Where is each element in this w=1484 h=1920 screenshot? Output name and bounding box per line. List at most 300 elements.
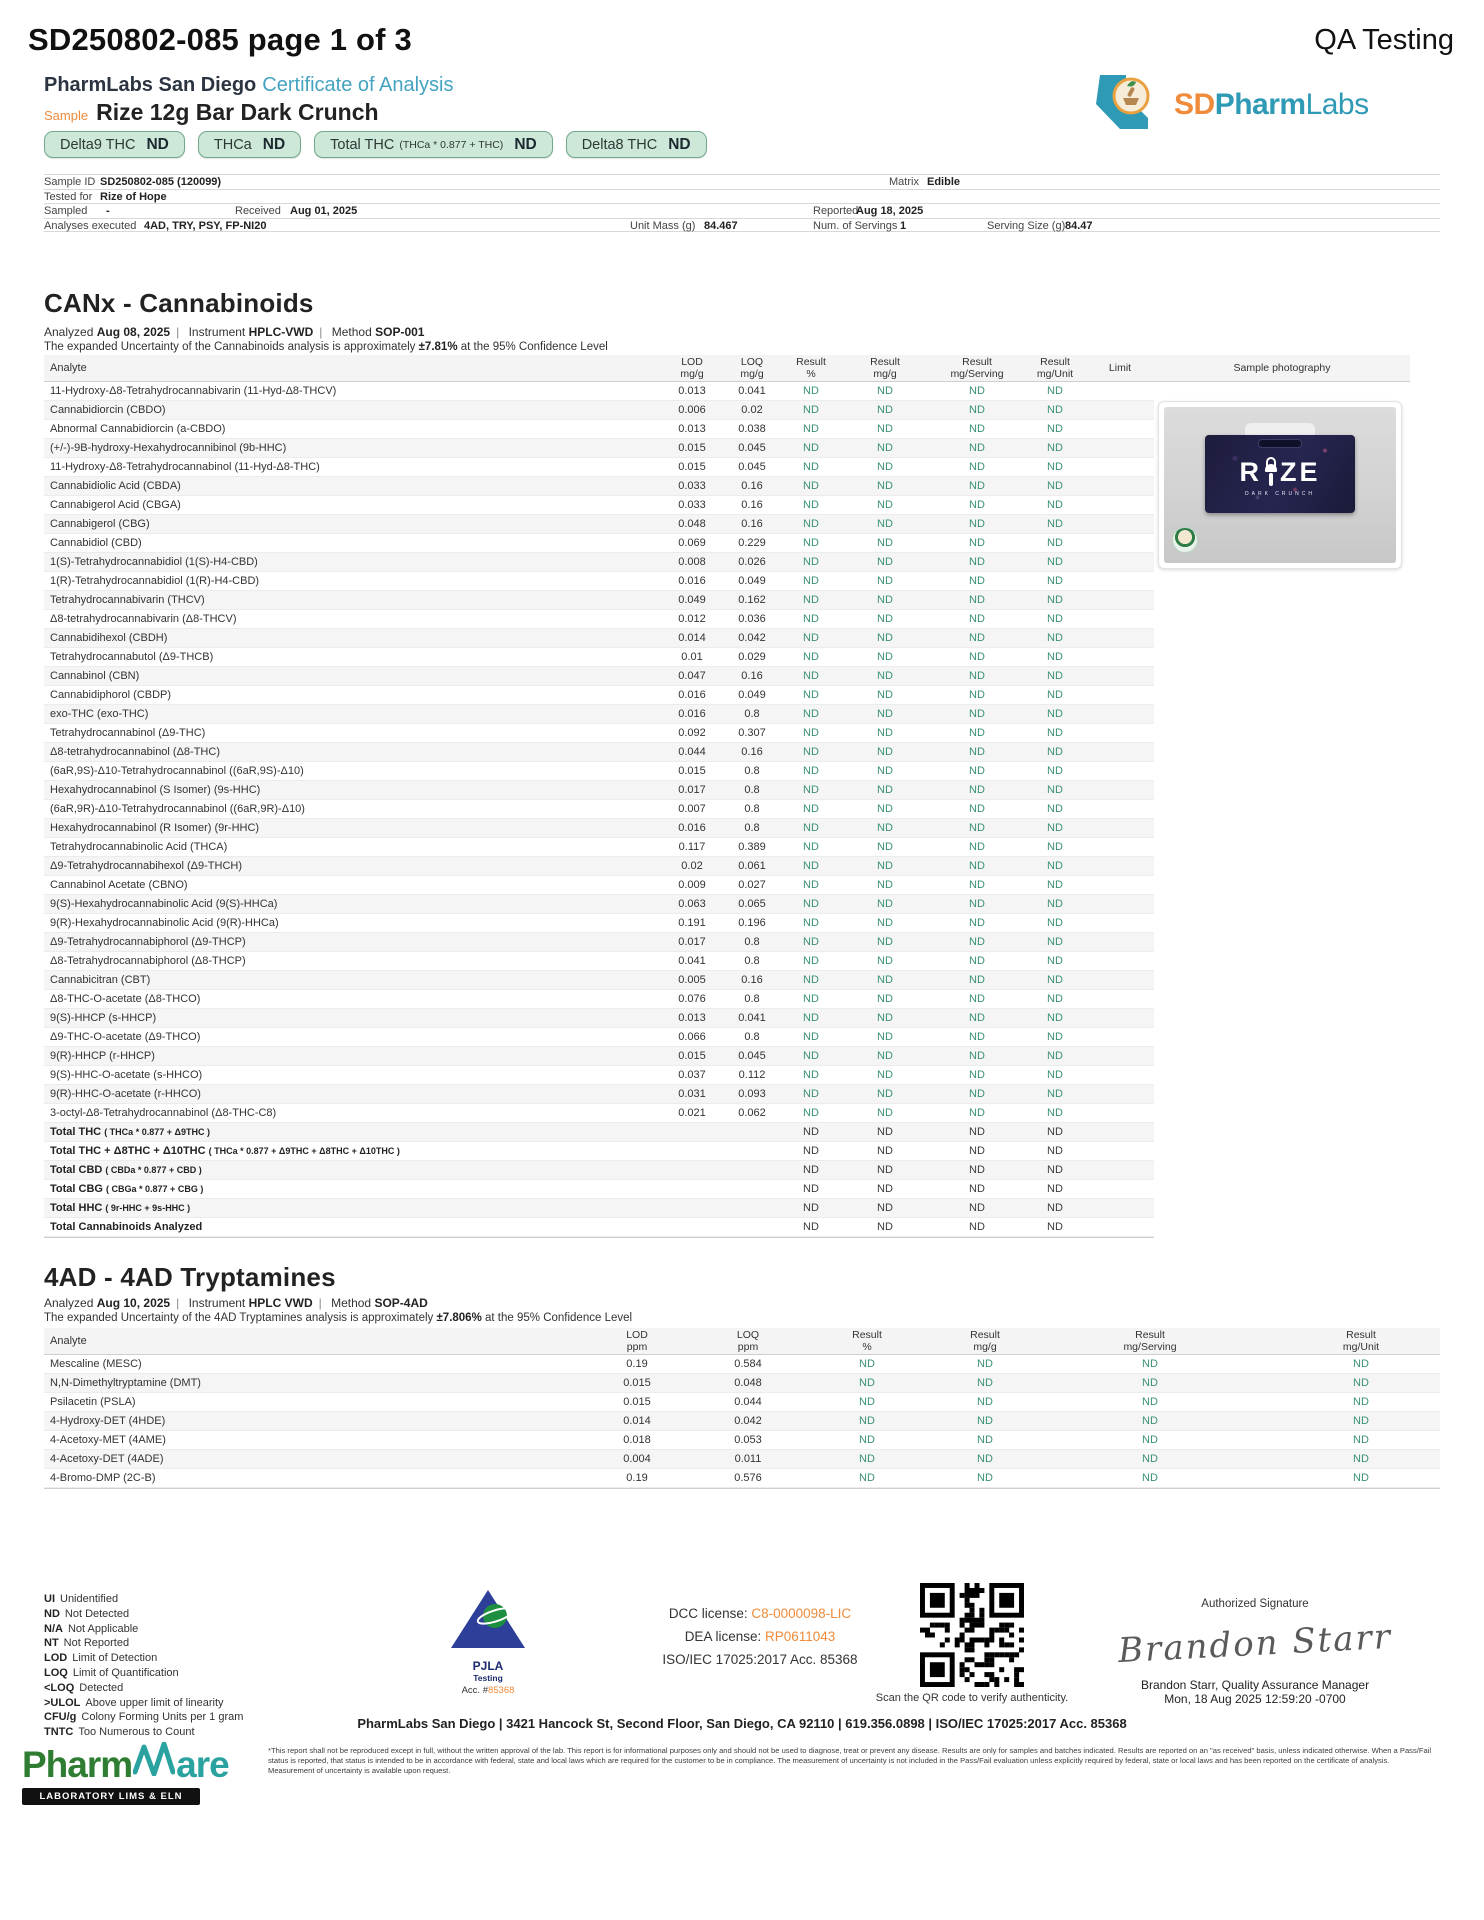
qa-testing-label: QA Testing: [1314, 24, 1454, 56]
result-serving-cell: ND: [969, 993, 985, 1005]
result-pct-cell: ND: [859, 1453, 875, 1465]
loq-cell: 0.027: [738, 879, 766, 891]
lab-line: [44, 74, 453, 97]
loq-cell: 0.02: [741, 404, 763, 416]
analyte-row: [44, 705, 1154, 724]
result-serving-cell: ND: [969, 860, 985, 872]
lod-cell: [662, 1199, 722, 1218]
loq-cell: 0.049: [738, 575, 766, 587]
limit-cell: [1086, 401, 1154, 420]
result-serving-cell: ND: [969, 841, 985, 853]
analyte-row: [44, 420, 1154, 439]
analyte-row: [44, 990, 1154, 1009]
badge-label: THCa: [213, 136, 252, 153]
limit-cell: [1086, 857, 1154, 876]
result-serving-cell: ND: [969, 765, 985, 777]
dcc-license-value: C8-0000098-LIC: [751, 1606, 852, 1621]
loq-cell: 0.16: [741, 746, 763, 758]
result-unit-cell: ND: [1047, 480, 1063, 492]
signature-script: Brandon Starr: [1117, 1616, 1393, 1672]
analyte-row: [44, 1009, 1154, 1028]
loq-cell: 0.038: [738, 423, 766, 435]
analyte-name-cell: 9(S)-HHCP (s-HHCP): [50, 1012, 157, 1024]
analyte-row: [44, 1123, 1154, 1142]
tested-for-label: Tested for: [44, 190, 93, 203]
badge-thca: [198, 131, 301, 158]
result-mgg-cell: ND: [877, 651, 893, 663]
badge-delta8-thc: [566, 131, 707, 158]
analyzed-label: Analyzed: [44, 325, 94, 339]
analyte-name-cell: Mescaline (MESC): [50, 1358, 142, 1370]
result-serving-cell: ND: [969, 1164, 985, 1176]
loq-cell: 0.093: [738, 1088, 766, 1100]
brand-letters-ze: ZE: [1279, 457, 1321, 487]
instrument-label: Instrument: [188, 1296, 246, 1310]
analyte-row: [44, 952, 1154, 971]
col-limit: Limit: [1108, 362, 1132, 374]
legend-line: N/A Not Applicable: [44, 1622, 139, 1635]
result-serving-cell: ND: [969, 651, 985, 663]
analyte-name-cell: Cannabidihexol (CBDH): [50, 632, 168, 644]
brand-letter-r: R: [1239, 457, 1262, 487]
result-pct-cell: ND: [803, 1031, 819, 1043]
analyte-name-cell: Total Cannabinoids Analyzed: [50, 1221, 203, 1233]
result-pct-cell: ND: [803, 822, 819, 834]
servings-value: 1: [900, 219, 907, 232]
disclaimer-text: *This report shall not be reproduced except in full, without the written approval of the lab. This report is for informational purposes only and should not be used to diagnose, treat or prevent any disease. Results are only for samples and batches indicated. Results are reported on an "as received" basis, unless indicated otherwise. When a Pass/Fail status is reported, that status is intended to be in accordance with federal, state and local laws which are required for the customer to be in compliance. The measurement of uncertainty is not included in the Pass/Fail evaluation unless explicitly required by federal, state or local laws and has been reported on the certificate of analysis. Measurement of uncertainty is available upon request.: [268, 1746, 1432, 1776]
analyte-name-cell: 1(S)-Tetrahydrocannabidiol (1(S)-H4-CBD): [50, 556, 258, 568]
col-result-mgg: Result mg/g: [970, 1329, 1000, 1353]
result-unit-cell: ND: [1353, 1434, 1369, 1446]
result-pct-cell: ND: [803, 480, 819, 492]
result-unit-cell: ND: [1047, 518, 1063, 530]
analyte-name-cell: Δ8-tetrahydrocannabivarin (Δ8-THCV): [50, 613, 237, 625]
result-unit-cell: ND: [1047, 1012, 1063, 1024]
lod-cell: 0.01: [681, 651, 703, 663]
lod-cell: 0.063: [678, 898, 706, 910]
lod-cell: 0.017: [678, 784, 706, 796]
result-serving-cell: ND: [969, 594, 985, 606]
result-mgg-cell: ND: [877, 879, 893, 891]
analyte-name-cell: Cannabidiol (CBD): [50, 537, 142, 549]
result-unit-cell: ND: [1047, 499, 1063, 511]
matrix-label: Matrix: [889, 176, 919, 188]
result-mgg-cell: ND: [977, 1434, 993, 1446]
result-mgg-cell: ND: [877, 480, 893, 492]
badge-formula: (THCa * 0.877 + THC): [399, 138, 504, 151]
lod-cell: 0.033: [678, 480, 706, 492]
pjla-name: PJLA: [472, 1659, 504, 1673]
loq-cell: 0.029: [738, 651, 766, 663]
result-unit-cell: ND: [1047, 1183, 1063, 1195]
analyte-row: [44, 1469, 1440, 1488]
legend-line: <LOQ Detected: [44, 1681, 124, 1694]
result-mgg-cell: ND: [877, 670, 893, 682]
result-mgg-cell: ND: [877, 784, 893, 796]
unit-mass-label: Unit Mass (g): [630, 219, 696, 232]
result-pct-cell: ND: [803, 936, 819, 948]
lod-cell: 0.015: [623, 1377, 651, 1389]
result-serving-cell: ND: [969, 518, 985, 530]
analyte-row: [44, 629, 1154, 648]
limit-cell: [1086, 1009, 1154, 1028]
col-result-unit: Result mg/Unit: [1036, 356, 1074, 380]
result-mgg-cell: ND: [877, 1145, 893, 1157]
uncertainty-value: ±7.81%: [418, 341, 458, 353]
tryptamines-table-endline: [44, 1488, 1440, 1489]
iso-line: ISO/IEC 17025:2017 Acc. 85368: [662, 1652, 858, 1667]
result-serving-cell: ND: [1142, 1358, 1158, 1370]
analyte-row: [44, 401, 1154, 420]
limit-cell: [1086, 705, 1154, 724]
result-serving-cell: ND: [969, 974, 985, 986]
analyte-name-cell: Cannabinol (CBN): [50, 670, 140, 682]
result-serving-cell: ND: [969, 670, 985, 682]
signature-timestamp: Mon, 18 Aug 2025 12:59:20 -0700: [1164, 1692, 1346, 1706]
analyses-label: Analyses executed: [44, 219, 137, 232]
result-serving-cell: ND: [969, 689, 985, 701]
limit-cell: [1086, 819, 1154, 838]
result-unit-cell: ND: [1047, 632, 1063, 644]
mushroom-icon: [1265, 464, 1277, 488]
analyte-row: [44, 591, 1154, 610]
analyte-name-cell: Δ8-tetrahydrocannabinol (Δ8-THC): [50, 746, 220, 758]
unit-mass-value: 84.467: [704, 219, 738, 232]
lab-address-line: PharmLabs San Diego | 3421 Hancock St, Second Floor, San Diego, CA 92110 | 619.356.0898 | ISO/IEC 17025:2017 Acc. 85368: [357, 1716, 1127, 1731]
result-pct-cell: ND: [803, 689, 819, 701]
analyzed-label: Analyzed: [44, 1296, 94, 1310]
analyte-row: [44, 648, 1154, 667]
result-serving-cell: ND: [969, 1069, 985, 1081]
sampled-label: Sampled: [44, 205, 88, 218]
result-mgg-cell: ND: [877, 993, 893, 1005]
result-pct-cell: ND: [803, 860, 819, 872]
limit-cell: [1086, 1104, 1154, 1123]
sample-id-label: Sample ID: [44, 176, 96, 188]
limit-cell: [1086, 496, 1154, 515]
analyte-name-cell: 9(R)-HHCP (r-HHCP): [50, 1050, 155, 1062]
result-unit-cell: ND: [1353, 1472, 1369, 1484]
analyte-row: [44, 1218, 1154, 1237]
lod-cell: 0.015: [678, 1050, 706, 1062]
analyzed-value: Aug 10, 2025: [96, 1296, 171, 1310]
analyzed-value: Aug 08, 2025: [96, 325, 171, 339]
result-mgg-cell: ND: [877, 822, 893, 834]
result-unit-cell: ND: [1047, 385, 1063, 397]
limit-cell: [1086, 762, 1154, 781]
result-serving-cell: ND: [969, 936, 985, 948]
result-serving-cell: ND: [969, 1145, 985, 1157]
result-mgg-cell: ND: [977, 1415, 993, 1427]
analyses-value: 4AD, TRY, PSY, FP-NI20: [144, 219, 267, 232]
result-unit-cell: ND: [1047, 784, 1063, 796]
servings-label: Num. of Servings: [813, 219, 898, 232]
result-pct-cell: ND: [803, 1012, 819, 1024]
analyte-row: [44, 1412, 1440, 1431]
col-loq: LOQ mg/g: [740, 356, 764, 380]
analyte-row: [44, 857, 1154, 876]
result-mgg-cell: ND: [877, 1164, 893, 1176]
analyte-name-cell: Hexahydrocannabinol (S Isomer) (9s-HHC): [50, 784, 261, 796]
result-pct-cell: ND: [803, 841, 819, 853]
limit-cell: [1086, 1028, 1154, 1047]
result-mgg-cell: ND: [977, 1396, 993, 1408]
lod-cell: 0.008: [678, 556, 706, 568]
tested-for-value: Rize of Hope: [100, 190, 167, 203]
result-unit-cell: ND: [1047, 689, 1063, 701]
analyte-row: [44, 800, 1154, 819]
lod-cell: [662, 1161, 722, 1180]
limit-cell: [1086, 876, 1154, 895]
analyte-row: [44, 572, 1154, 591]
result-serving-cell: ND: [969, 1031, 985, 1043]
lod-cell: 0.066: [678, 1031, 706, 1043]
limit-cell: [1086, 1199, 1154, 1218]
loq-cell: [722, 1218, 782, 1237]
result-unit-cell: ND: [1047, 1050, 1063, 1062]
badge-value: ND: [668, 135, 691, 153]
result-mgg-cell: ND: [877, 1202, 893, 1214]
result-pct-cell: ND: [803, 404, 819, 416]
badge-delta9-thc: [44, 131, 185, 158]
result-unit-cell: ND: [1047, 1221, 1063, 1233]
package-tagline: DARK CRUNCH: [1245, 491, 1315, 497]
legend-line: CFU/g Colony Forming Units per 1 gram: [44, 1711, 244, 1724]
california-mortar-icon: [1086, 72, 1166, 137]
brand-pharm: Pharm: [1214, 87, 1306, 121]
result-serving-cell: ND: [969, 537, 985, 549]
result-pct-cell: ND: [803, 1221, 819, 1233]
lod-cell: 0.049: [678, 594, 706, 606]
uncertainty-pre: The expanded Uncertainty of the Cannabinoids analysis is approximately: [44, 341, 416, 353]
result-pct-cell: ND: [803, 1088, 819, 1100]
loq-cell: 0.065: [738, 898, 766, 910]
serving-size-label: Serving Size (g): [987, 219, 1066, 232]
result-serving-cell: ND: [969, 822, 985, 834]
legend-line: ND Not Detected: [44, 1607, 130, 1620]
analyte-row: [44, 1047, 1154, 1066]
analyte-name-cell: 9(S)-HHC-O-acetate (s-HHCO): [50, 1069, 203, 1081]
loq-cell: 0.042: [734, 1415, 762, 1427]
loq-cell: [722, 1161, 782, 1180]
lod-cell: 0.009: [678, 879, 706, 891]
method-value: SOP-4AD: [374, 1296, 428, 1310]
lod-cell: 0.007: [678, 803, 706, 815]
analyte-row: [44, 1085, 1154, 1104]
result-pct-cell: ND: [803, 727, 819, 739]
serving-size-value: 84.47: [1065, 219, 1093, 232]
result-unit-cell: ND: [1353, 1396, 1369, 1408]
limit-cell: [1086, 1066, 1154, 1085]
loq-cell: 0.011: [734, 1453, 762, 1465]
result-mgg-cell: ND: [877, 575, 893, 587]
result-mgg-cell: ND: [877, 860, 893, 872]
analyte-row: [44, 1142, 1154, 1161]
limit-cell: [1086, 1161, 1154, 1180]
lod-cell: [662, 1142, 722, 1161]
result-pct-cell: ND: [859, 1358, 875, 1370]
result-unit-cell: ND: [1047, 1069, 1063, 1081]
loq-cell: 0.062: [738, 1107, 766, 1119]
analyte-row: [44, 838, 1154, 857]
lod-cell: 0.016: [678, 822, 706, 834]
limit-cell: [1086, 686, 1154, 705]
analyte-name-cell: Cannabigerol Acid (CBGA): [50, 499, 181, 511]
col-result-serving: Result mg/Serving: [1123, 1329, 1177, 1353]
analyte-row: [44, 876, 1154, 895]
result-mgg-cell: ND: [877, 1088, 893, 1100]
limit-cell: [1086, 971, 1154, 990]
col-result-serving: Result mg/Serving: [950, 356, 1004, 380]
result-pct-cell: ND: [803, 955, 819, 967]
analyte-name-cell: Tetrahydrocannabinolic Acid (THCA): [50, 841, 228, 853]
limit-cell: [1086, 572, 1154, 591]
limit-cell: [1086, 990, 1154, 1009]
lod-cell: 0.048: [678, 518, 706, 530]
sample-name: Rize 12g Bar Dark Crunch: [96, 99, 379, 125]
limit-cell: [1086, 667, 1154, 686]
uncertainty-pre: The expanded Uncertainty of the 4AD Tryptamines analysis is approximately: [44, 1312, 434, 1324]
result-pct-cell: ND: [803, 442, 819, 454]
analyte-name-cell: Abnormal Cannabidiorcin (a-CBDO): [50, 423, 226, 435]
result-mgg-cell: ND: [877, 594, 893, 606]
result-serving-cell: ND: [969, 803, 985, 815]
result-pct-cell: ND: [803, 1050, 819, 1062]
loq-cell: 0.16: [741, 480, 763, 492]
limit-cell: [1086, 1047, 1154, 1066]
result-serving-cell: ND: [969, 423, 985, 435]
result-pct-cell: ND: [803, 1202, 819, 1214]
result-unit-cell: ND: [1047, 841, 1063, 853]
lod-cell: 0.013: [678, 1012, 706, 1024]
result-serving-cell: ND: [969, 1012, 985, 1024]
sample-photo: [1164, 407, 1396, 563]
result-pct-cell: ND: [803, 765, 819, 777]
result-mgg-cell: ND: [977, 1472, 993, 1484]
lod-cell: 0.19: [626, 1472, 648, 1484]
analyte-name-cell: 4-Acetoxy-MET (4AME): [50, 1434, 166, 1446]
result-pct-cell: ND: [803, 518, 819, 530]
result-unit-cell: ND: [1047, 955, 1063, 967]
method-label: Method: [331, 325, 372, 339]
result-mgg-cell: ND: [877, 708, 893, 720]
limit-cell: [1086, 534, 1154, 553]
lod-cell: 0.076: [678, 993, 706, 1005]
result-unit-cell: ND: [1047, 556, 1063, 568]
analyte-name-cell: Δ9-Tetrahydrocannabiphorol (Δ9-THCP): [50, 936, 246, 948]
result-unit-cell: ND: [1047, 1202, 1063, 1214]
loq-cell: 0.8: [744, 784, 760, 796]
limit-cell: [1086, 800, 1154, 819]
badge-value: ND: [146, 135, 169, 153]
result-unit-cell: ND: [1047, 423, 1063, 435]
result-pct-cell: ND: [859, 1472, 875, 1484]
analyte-name-cell: 9(S)-Hexahydrocannabinolic Acid (9(S)-HHCa): [50, 898, 278, 910]
result-unit-cell: ND: [1047, 879, 1063, 891]
limit-cell: [1086, 743, 1154, 762]
result-pct-cell: ND: [803, 1145, 819, 1157]
instrument-label: Instrument: [188, 325, 246, 339]
result-mgg-cell: ND: [877, 936, 893, 948]
result-pct-cell: ND: [803, 651, 819, 663]
lod-cell: 0.033: [678, 499, 706, 511]
result-serving-cell: ND: [1142, 1396, 1158, 1408]
analyte-row: [44, 458, 1154, 477]
col-result-pct: Result %: [852, 1329, 882, 1353]
result-pct-cell: ND: [803, 537, 819, 549]
product-package: [1205, 435, 1355, 513]
result-serving-cell: ND: [969, 784, 985, 796]
result-pct-cell: ND: [803, 746, 819, 758]
result-unit-cell: ND: [1047, 404, 1063, 416]
loq-cell: 0.307: [738, 727, 766, 739]
limit-cell: [1086, 515, 1154, 534]
pharmware-wordmark: [22, 1742, 229, 1786]
result-mgg-cell: ND: [877, 1050, 893, 1062]
limit-cell: [1086, 895, 1154, 914]
sdpharmlabs-logo: [1086, 72, 1369, 137]
col-sample-photography: Sample photography: [1233, 362, 1331, 374]
loq-cell: [722, 1123, 782, 1142]
signature-block: [1095, 1598, 1415, 1706]
result-mgg-cell: ND: [877, 385, 893, 397]
sample-line: [44, 99, 379, 126]
analyte-row: [44, 496, 1154, 515]
result-unit-cell: ND: [1047, 1031, 1063, 1043]
analyte-row: [44, 610, 1154, 629]
loq-cell: 0.036: [738, 613, 766, 625]
tryptamines-table-body: [44, 1355, 1440, 1488]
result-unit-cell: ND: [1047, 1164, 1063, 1176]
analyte-name-cell: 11-Hydroxy-Δ8-Tetrahydrocannabinol (11-Hyd-Δ8-THC): [50, 461, 320, 473]
brand-sd: SD: [1174, 87, 1215, 121]
result-pct-cell: ND: [859, 1396, 875, 1408]
result-mgg-cell: ND: [877, 613, 893, 625]
analyte-row: [44, 1161, 1154, 1180]
sample-id-value: SD250802-085 (120099): [100, 176, 222, 188]
analyte-name-cell: Δ8-THC-O-acetate (Δ8-THCO): [50, 993, 201, 1005]
analyte-row: [44, 1199, 1154, 1218]
loq-cell: 0.584: [734, 1358, 762, 1370]
result-pct-cell: ND: [803, 461, 819, 473]
result-unit-cell: ND: [1047, 993, 1063, 1005]
result-mgg-cell: ND: [877, 556, 893, 568]
analyte-name-cell: Total CBG ( CBGa * 0.877 + CBG ): [50, 1183, 204, 1195]
result-unit-cell: ND: [1047, 575, 1063, 587]
loq-cell: 0.389: [738, 841, 766, 853]
result-serving-cell: ND: [969, 575, 985, 587]
result-mgg-cell: ND: [877, 461, 893, 473]
info-row-analyses: [44, 218, 1440, 233]
result-unit-cell: ND: [1047, 727, 1063, 739]
loq-cell: 0.8: [744, 765, 760, 777]
analyte-row: [44, 914, 1154, 933]
loq-cell: 0.8: [744, 1031, 760, 1043]
method-value: SOP-001: [375, 325, 425, 339]
matrix-value: Edible: [927, 176, 961, 188]
limit-cell: [1086, 1218, 1154, 1237]
badge-label: Total THC: [330, 136, 395, 153]
result-serving-cell: ND: [969, 727, 985, 739]
tryptamines-section-title: 4AD - 4AD Tryptamines: [44, 1262, 336, 1292]
result-unit-cell: ND: [1047, 765, 1063, 777]
result-serving-cell: ND: [1142, 1453, 1158, 1465]
limit-cell: [1086, 952, 1154, 971]
pjla-acc: Acc. #85368: [461, 1685, 515, 1696]
lod-cell: 0.016: [678, 689, 706, 701]
analyte-row: [44, 971, 1154, 990]
limit-cell: [1086, 781, 1154, 800]
